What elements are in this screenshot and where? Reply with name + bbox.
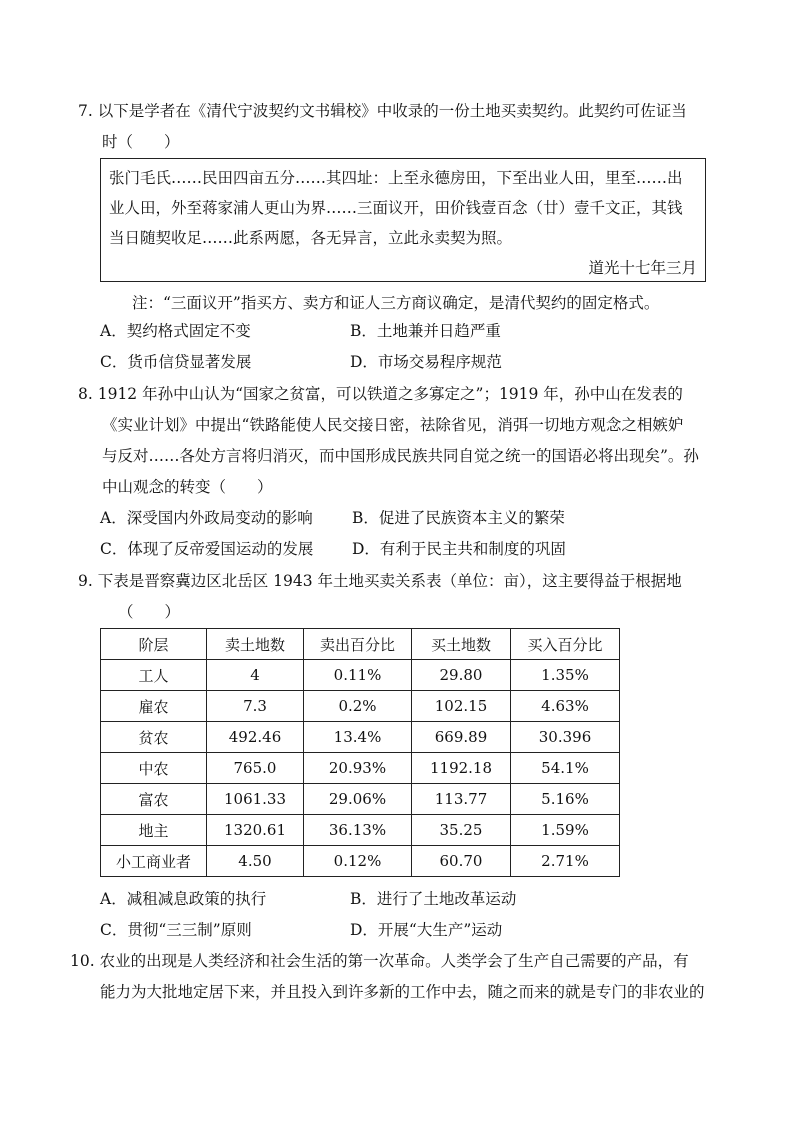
question-7-options	[100, 316, 600, 378]
contract-line: 业人田，外至蒋家浦人更山为界……三面议开，田价钱壹百念（廿）壹千文正，其钱	[109, 199, 683, 217]
land-transaction-table	[100, 628, 620, 877]
table-cell: 0.2%	[304, 691, 412, 722]
table-cell: 60.70	[412, 846, 511, 877]
option-b[interactable]: B．土地兼并日趋严重	[350, 322, 501, 340]
contract-excerpt-box	[100, 158, 706, 282]
table-cell: 492.46	[207, 722, 304, 753]
table-cell: 小工商业者	[101, 846, 207, 877]
table-cell: 54.1%	[511, 753, 620, 784]
table-row	[101, 660, 620, 691]
table-cell: 1061.33	[207, 784, 304, 815]
column-header: 买入百分比	[511, 629, 620, 660]
table-cell: 7.3	[207, 691, 304, 722]
table-cell: 669.89	[412, 722, 511, 753]
table-cell: 中农	[101, 753, 207, 784]
question-9-stem	[78, 566, 718, 628]
option-d[interactable]: D．市场交易程序规范	[350, 353, 502, 371]
column-header: 买土地数	[412, 629, 511, 660]
option-d[interactable]: D．有利于民主共和制度的巩固	[352, 540, 566, 558]
option-b[interactable]: B．促进了民族资本主义的繁荣	[352, 509, 565, 527]
table-cell: 29.06%	[304, 784, 412, 815]
option-a[interactable]: A．减租减息政策的执行	[100, 890, 267, 908]
table-cell: 地主	[101, 815, 207, 846]
table-row	[101, 722, 620, 753]
table-row	[101, 691, 620, 722]
table-cell: 30.396	[511, 722, 620, 753]
table-cell: 102.15	[412, 691, 511, 722]
table-cell: 13.4%	[304, 722, 412, 753]
question-8-stem	[78, 379, 718, 503]
question-7-line: 时（ ）	[102, 133, 180, 151]
question-8-line: 与反对……各处方言将归消灭，而中国形成民族共同自觉之统一的国语必将出现矣”。孙	[102, 447, 699, 465]
question-8-options	[100, 503, 604, 565]
table-cell: 1320.61	[207, 815, 304, 846]
option-c[interactable]: C．贯彻“三三制”原则	[100, 921, 252, 939]
option-c[interactable]: C．货币信贷显著发展	[100, 353, 252, 371]
table-cell: 36.13%	[304, 815, 412, 846]
option-a[interactable]: A．契约格式固定不变	[100, 322, 251, 340]
question-7-stem	[78, 96, 718, 158]
table-cell: 1192.18	[412, 753, 511, 784]
table-cell: 765.0	[207, 753, 304, 784]
question-7-note: 注：“三面议开”指买方、卖方和证人三方商议确定，是清代契约的固定格式。	[132, 294, 660, 312]
question-8-line: 8. 1912 年孙中山认为“国家之贫富，可以铁道之多寡定之”；1919 年，孙中山在发表的	[78, 385, 683, 403]
question-8-line: 中山观念的转变（ ）	[102, 478, 273, 496]
option-b[interactable]: B．进行了土地改革运动	[350, 890, 517, 908]
table-cell: 1.35%	[511, 660, 620, 691]
table-row	[101, 846, 620, 877]
question-7-line: 7. 以下是学者在《清代宁波契约文书辑校》中收录的一份土地买卖契约。此契约可佐证当	[78, 102, 687, 120]
table-cell: 雇农	[101, 691, 207, 722]
table-cell: 1.59%	[511, 815, 620, 846]
table-cell: 20.93%	[304, 753, 412, 784]
table-cell: 贫农	[101, 722, 207, 753]
table-cell: 4.63%	[511, 691, 620, 722]
question-9-line: （ ）	[118, 603, 181, 621]
question-9-line: 9. 下表是晋察冀边区北岳区 1943 年土地买卖关系表（单位：亩），这主要得益于根据地	[78, 572, 682, 590]
question-10-stem	[70, 946, 730, 1008]
table-cell: 工人	[101, 660, 207, 691]
table-cell: 2.71%	[511, 846, 620, 877]
option-c[interactable]: C．体现了反帝爱国运动的发展	[100, 540, 314, 558]
table-cell: 4	[207, 660, 304, 691]
table-cell: 0.11%	[304, 660, 412, 691]
option-d[interactable]: D．开展“大生产”运动	[350, 921, 503, 939]
column-header: 卖出百分比	[304, 629, 412, 660]
table-header-row	[101, 629, 620, 660]
option-a[interactable]: A．深受国内外政局变动的影响	[100, 509, 313, 527]
table-cell: 4.50	[207, 846, 304, 877]
table-row	[101, 815, 620, 846]
contract-date: 道光十七年三月	[588, 259, 697, 277]
contract-line: 张门毛氏……民田四亩五分……其四址：上至永德房田，下至出业人田，里至……出	[109, 169, 683, 187]
table-cell: 113.77	[412, 784, 511, 815]
question-10-line: 10. 农业的出现是人类经济和社会生活的第一次革命。人类学会了生产自己需要的产品，有	[70, 952, 689, 970]
question-8-line: 《实业计划》中提出“铁路能使人民交接日密，祛除省见，消弭一切地方观念之相嫉妒	[102, 416, 684, 434]
column-header: 卖土地数	[207, 629, 304, 660]
question-10-line: 能力为大批地定居下来，并且投入到许多新的工作中去，随之而来的就是专门的非农业的	[100, 983, 705, 1001]
table-cell: 5.16%	[511, 784, 620, 815]
table-row	[101, 753, 620, 784]
table-row	[101, 784, 620, 815]
table-cell: 29.80	[412, 660, 511, 691]
table-cell: 0.12%	[304, 846, 412, 877]
table-cell: 富农	[101, 784, 207, 815]
column-header: 阶层	[101, 629, 207, 660]
contract-line: 当日随契收足……此系两愿，各无异言，立此永卖契为照。	[109, 229, 513, 247]
question-9-options	[100, 884, 600, 946]
table-cell: 35.25	[412, 815, 511, 846]
